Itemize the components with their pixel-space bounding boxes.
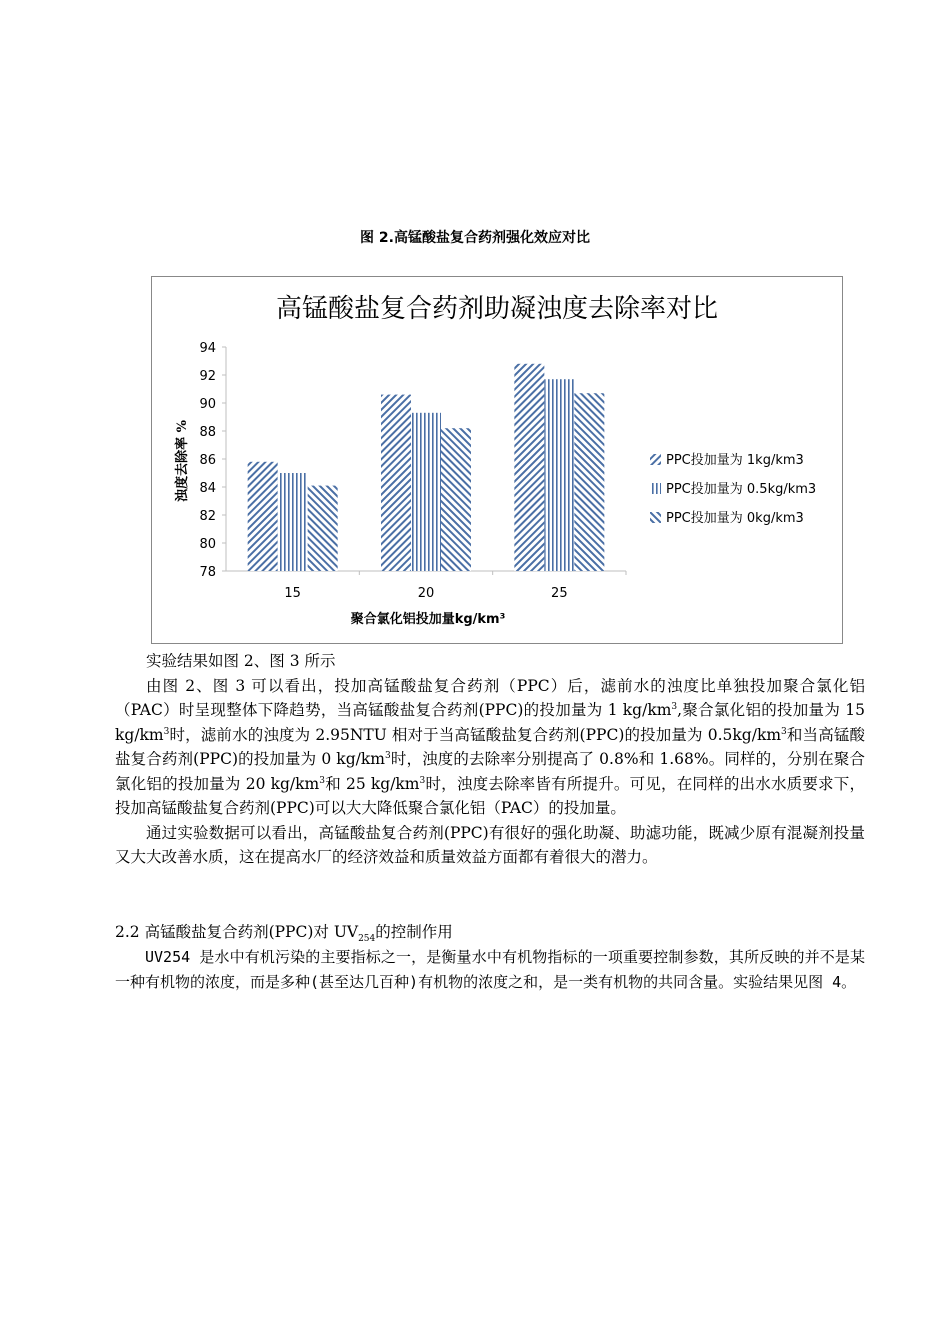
y-tick-label: 94 [199,341,216,356]
y-tick-label: 78 [199,565,216,580]
legend-label-3: PPC投加量为 0kg/km3 [666,511,804,526]
legend-swatch-2 [650,483,661,494]
bar-20-series-2 [411,413,441,571]
bar-20-series-3 [441,428,471,571]
y-tick-label: 86 [199,453,216,468]
y-tick-label: 90 [199,397,216,412]
bar-15-series-2 [278,473,308,571]
chart-frame [151,276,843,644]
y-tick-label: 82 [199,509,216,524]
bar-25-series-2 [544,379,574,571]
y-tick-label: 84 [199,481,216,496]
y-axis-label: 浊度去除率 % [175,420,190,502]
x-axis-label: 聚合氯化铝投加量kg/km³ [350,612,506,627]
y-tick-label: 92 [199,369,216,384]
x-tick-label: 15 [284,586,301,601]
chart-title: 高锰酸盐复合药剂助凝浊度去除率对比 [275,294,719,324]
x-tick-label: 20 [417,586,435,601]
y-tick-label: 80 [199,537,216,552]
plot-area [199,341,626,601]
bar-15-series-1 [248,462,278,571]
legend-swatch-1 [650,454,661,465]
bar-25-series-3 [574,393,604,571]
y-tick-label: 88 [199,425,216,440]
paragraph-conclusion: 通过实验数据可以看出，高锰酸盐复合药剂(PPC)有很好的强化助凝、助滤功能，既减少原有混凝剂投量又大大改善水质，这在提高水厂的经济效益和质量效益方面都有着很大的潜力。 [115,823,865,866]
bar-25-series-1 [514,364,544,571]
section-heading [115,920,865,945]
bar-20-series-1 [381,395,411,571]
section-title: 2.2 高锰酸盐复合药剂(PPC)对 $UV_{254}$的控制作用 [115,923,453,945]
figure-caption: 图 2.高锰酸盐复合药剂强化效应对比 [360,230,590,246]
chart-legend [650,452,816,526]
body-text [115,649,865,870]
x-tick-label: 25 [551,586,568,601]
bar-15-series-3 [308,486,338,571]
uv254-text [115,945,865,994]
paragraph-analysis: 由图 2、图 3 可以看出，投加高锰酸盐复合药剂（PPC）后，滤前水的浊度比单独投加聚合氯化铝（PAC）时呈现整体下降趋势，当高锰酸盐复合药剂(PPC)的投加量为 1 $kg/km^3$,聚合氯化铝的投加量为 15 $kg/km^3$时，滤前水的浊度为 2.95NTU 相对于当高锰酸盐复合药剂(PPC)的投加量为 $0.5kg/km^3$和当高锰酸盐复合药剂(PPC)的投加量为 0 $kg/km^3$时，浊度的去除率分别提高了 0.8%和 1.68%。同样的，分别在聚合氯化铝的投加量为 20 $kg/km^3$和 25 $kg/km^3$时，浊度去除率皆有所提升。可见，在同样的出水水质要求下，投加高锰酸盐复合药剂(PPC)可以大大降低聚合氯化铝（PAC）的投加量。 [115,676,866,817]
paragraph-results-ref: 实验结果如图 2、图 3 所示 [146,652,336,670]
legend-label-1: PPC投加量为 1kg/km3 [666,453,804,468]
chart [152,277,842,643]
legend-swatch-3 [650,512,661,523]
paragraph-uv254: UV254 是水中有机污染的主要指标之一，是衡量水中有机物指标的一项重要控制参数，其所反映的并不是某一种有机物的浓度，而是多种(甚至达几百种)有机物的浓度之和，是一类有机物的共同含量。实验结果见图 4。 [115,948,865,991]
legend-label-2: PPC投加量为 0.5kg/km3 [666,482,817,497]
